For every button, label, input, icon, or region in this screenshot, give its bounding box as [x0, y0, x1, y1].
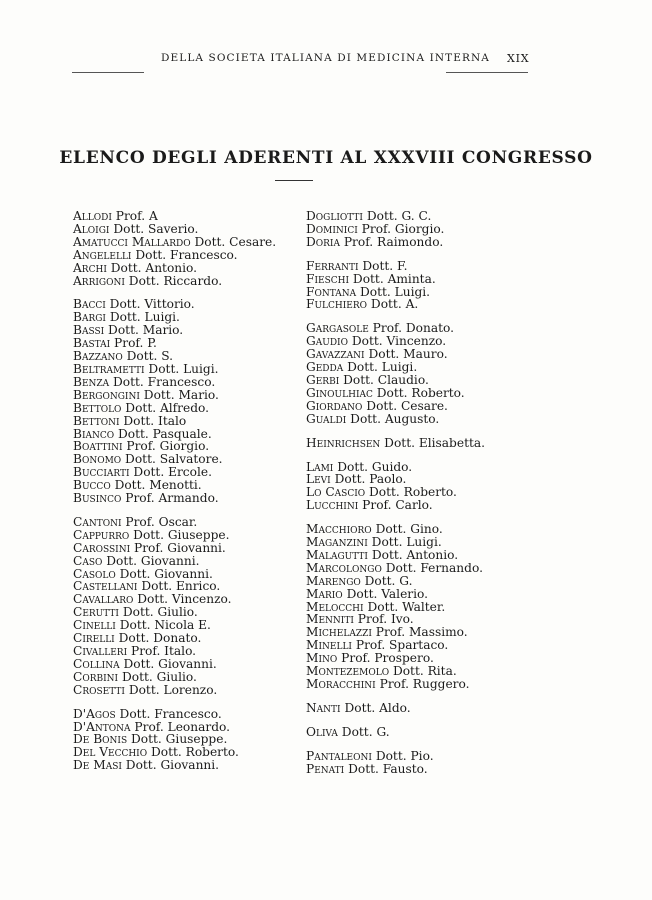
member-title-and-name: Dott. Guido.: [333, 459, 413, 474]
header-rule-right: [446, 72, 528, 73]
member-surname: Malagutti: [306, 547, 368, 562]
member-title-and-name: Dott. Valerio.: [342, 586, 429, 601]
member-title-and-name: Prof. Donato.: [368, 321, 454, 336]
member-surname: Marengo: [306, 573, 361, 588]
member-title-and-name: Dott. Francesco.: [109, 374, 216, 389]
member-title-and-name: Dott. Fausto.: [344, 761, 428, 776]
name-group: [306, 260, 485, 312]
member-title-and-name: Dott. Elisabetta.: [380, 435, 486, 450]
member-title-and-name: Dott. Aldo.: [340, 700, 411, 715]
member-surname: Levi: [306, 472, 331, 487]
member-title-and-name: Dott. Vincenzo.: [347, 334, 447, 349]
name-group: [306, 461, 485, 513]
member-surname: Gavazzani: [306, 347, 365, 362]
member-title-and-name: Prof. Giorgio.: [357, 221, 445, 236]
member-surname: Mino: [306, 651, 338, 666]
member-title-and-name: Dott. Salvatore.: [121, 452, 223, 467]
member-title-and-name: Dott. Augusto.: [346, 411, 440, 426]
member-entry: [73, 275, 276, 288]
member-surname: De Masi: [73, 758, 122, 773]
member-title-and-name: Prof. Armando.: [121, 491, 219, 506]
member-surname: Carossini: [73, 540, 131, 555]
member-title-and-name: Dott. Ercole.: [129, 465, 212, 480]
running-head: [0, 52, 652, 68]
member-entry: [306, 298, 485, 311]
member-surname: Gerbi: [306, 372, 340, 387]
member-entry: [73, 492, 276, 505]
member-entry: [306, 413, 485, 426]
member-surname: Penati: [306, 761, 345, 776]
member-title-and-name: Dott. Enrico.: [137, 579, 221, 594]
member-title-and-name: Dott. Giuseppe.: [129, 527, 230, 542]
member-title-and-name: Dott. A.: [367, 297, 419, 312]
member-surname: Cappurro: [73, 527, 130, 542]
member-title-and-name: Dott. Menotti.: [110, 478, 202, 493]
member-title-and-name: Dott. F.: [358, 258, 408, 273]
member-title-and-name: Prof. Giorgio.: [122, 439, 210, 454]
member-title-and-name: Dott. Francesco.: [131, 247, 238, 262]
member-title-and-name: Dott. Giuseppe.: [127, 732, 228, 747]
member-surname: Moracchini: [306, 677, 376, 691]
member-title-and-name: Dott. Paolo.: [330, 472, 407, 487]
member-surname: Allodi: [73, 209, 112, 223]
name-group: [73, 210, 276, 287]
member-title-and-name: Prof. Ruggero.: [375, 677, 470, 691]
member-title-and-name: Dott. Luigi.: [343, 360, 418, 375]
member-title-and-name: Dott. Giovanni.: [102, 553, 200, 568]
member-surname: D'Agos: [73, 706, 116, 721]
member-title-and-name: Dott. Pio.: [371, 748, 434, 763]
member-surname: Bucciarti: [73, 465, 130, 480]
page-number: XIX: [507, 52, 530, 65]
member-surname: Bacci: [73, 297, 106, 312]
member-entry: [306, 726, 485, 739]
member-surname: Fulchiero: [306, 297, 368, 312]
member-title-and-name: Prof. Prospero.: [337, 651, 434, 666]
member-title-and-name: Prof. Giovanni.: [130, 540, 226, 555]
member-surname: Bassi: [73, 323, 105, 338]
member-title-and-name: Dott. Italo: [119, 413, 187, 428]
member-surname: Dogliotti: [306, 209, 363, 223]
member-surname: Beltrametti: [73, 361, 145, 376]
member-surname: Gedda: [306, 360, 344, 375]
member-surname: Cirelli: [73, 631, 115, 646]
member-surname: Benza: [73, 374, 110, 389]
name-group: [306, 702, 485, 715]
member-surname: Cinelli: [73, 618, 116, 633]
member-title-and-name: Dott. Walter.: [363, 599, 446, 614]
member-title-and-name: Prof. Italo.: [127, 644, 197, 658]
member-title-and-name: Dott. Vincenzo.: [133, 592, 232, 607]
member-surname: Fontana: [306, 284, 357, 299]
member-surname: Bettoni: [73, 413, 120, 428]
member-surname: Maganzini: [306, 535, 368, 550]
member-title-and-name: Dott. Giulio.: [118, 669, 197, 684]
member-surname: Pantaleoni: [306, 748, 372, 763]
member-title-and-name: Dott. Roberto.: [147, 745, 239, 760]
member-surname: Oliva: [306, 724, 338, 739]
member-title-and-name: Dott. Cesare.: [362, 398, 448, 413]
member-surname: Gaudio: [306, 334, 348, 349]
name-group: [306, 322, 485, 425]
member-entry: [73, 684, 276, 697]
member-surname: Bettolo: [73, 400, 122, 415]
member-title-and-name: Dott. Gino.: [371, 522, 443, 537]
member-surname: Aloigi: [73, 221, 110, 236]
member-title-and-name: Dott. Donato.: [114, 631, 202, 646]
member-title-and-name: Dott. Roberto.: [372, 385, 465, 400]
member-surname: De Bonis: [73, 732, 128, 747]
member-surname: Nanti: [306, 700, 341, 715]
page-title: ELENCO DEGLI ADERENTI AL XXXVIII CONGRESSO: [59, 148, 593, 168]
member-entry: [306, 499, 485, 512]
member-title-and-name: Dott. G. C.: [362, 209, 432, 223]
name-group: [73, 516, 276, 697]
name-group: [306, 437, 485, 450]
member-title-and-name: Dott. Nicola E.: [115, 618, 211, 633]
member-surname: Macchioro: [306, 522, 372, 537]
member-surname: Casolo: [73, 566, 116, 581]
member-surname: Lucchini: [306, 498, 359, 513]
name-group: [73, 708, 276, 773]
member-title-and-name: Dott. Giovanni.: [119, 656, 217, 671]
member-title-and-name: Dott. Lorenzo.: [124, 682, 218, 697]
member-surname: Gualdi: [306, 411, 347, 426]
member-surname: Bianco: [73, 426, 115, 441]
member-title-and-name: Dott. Riccardo.: [124, 273, 223, 288]
member-title-and-name: Prof. Spartaco.: [352, 638, 449, 653]
member-title-and-name: Dott. Mauro.: [364, 347, 448, 362]
member-surname: Bonomo: [73, 452, 122, 467]
member-surname: Gargasole: [306, 321, 369, 336]
member-surname: Montezemolo: [306, 664, 390, 679]
member-surname: Del Vecchio: [73, 745, 148, 760]
member-surname: Crosetti: [73, 682, 125, 697]
member-title-and-name: Prof. Raimondo.: [339, 234, 444, 249]
member-entry: [306, 763, 485, 776]
name-group: [306, 523, 485, 691]
member-surname: Castellani: [73, 579, 138, 594]
member-surname: Cavallaro: [73, 592, 134, 607]
member-surname: Marcolongo: [306, 560, 382, 575]
member-title-and-name: Dott. S.: [122, 349, 174, 364]
member-title-and-name: Dott. Aminta.: [349, 271, 436, 286]
member-title-and-name: Dott. Mario.: [104, 323, 184, 338]
member-title-and-name: Dott. Rita.: [389, 664, 457, 679]
member-title-and-name: Dott. Francesco.: [115, 706, 222, 721]
title-rule: [275, 180, 313, 181]
member-surname: Giordano: [306, 398, 363, 413]
member-surname: Lo Cascio: [306, 485, 366, 500]
header-rule-left: [72, 72, 144, 73]
member-title-and-name: Dott. Luigi.: [105, 310, 180, 325]
member-title-and-name: Dott. Antonio.: [106, 260, 198, 275]
member-title-and-name: Dott. Cesare.: [190, 234, 277, 249]
member-title-and-name: Dott. Antonio.: [367, 547, 459, 562]
member-surname: Businco: [73, 491, 122, 506]
member-surname: Ferranti: [306, 258, 359, 273]
member-entry: [306, 702, 485, 715]
member-surname: Collina: [73, 656, 120, 671]
member-title-and-name: Dott. Giovanni.: [121, 758, 220, 773]
member-surname: Arrigoni: [73, 273, 125, 288]
member-surname: Boattini: [73, 439, 123, 454]
member-surname: Dominici: [306, 221, 358, 236]
member-surname: Melocchi: [306, 599, 364, 614]
member-surname: Lami: [306, 459, 334, 474]
member-surname: Bucco: [73, 478, 111, 493]
member-surname: Bargi: [73, 310, 106, 325]
member-surname: Bastai: [73, 336, 111, 351]
member-title-and-name: Dott. Saverio.: [109, 221, 199, 236]
member-surname: Cerutti: [73, 605, 119, 620]
name-group: [306, 210, 485, 249]
member-title-and-name: Dott. Alfredo.: [121, 400, 210, 415]
member-entry: [306, 236, 485, 249]
member-title-and-name: Prof. Leonardo.: [130, 719, 231, 734]
member-title-and-name: Dott. Giovanni.: [115, 566, 213, 581]
member-title-and-name: Dott. Mario.: [139, 387, 219, 402]
member-title-and-name: Prof. Ivo.: [353, 612, 414, 627]
member-title-and-name: Dott. Vittorio.: [105, 297, 195, 312]
member-title-and-name: Prof. Carlo.: [358, 498, 433, 513]
member-surname: Minelli: [306, 638, 352, 653]
member-surname: Bazzano: [73, 349, 123, 364]
member-title-and-name: Dott. G.: [337, 724, 390, 739]
member-surname: Bergongini: [73, 387, 140, 402]
name-group: [306, 750, 485, 776]
member-surname: Angelelli: [73, 247, 132, 262]
member-surname: Archi: [73, 260, 107, 275]
member-title-and-name: Dott. Giulio.: [118, 605, 198, 620]
member-entry: [73, 759, 276, 772]
member-title-and-name: Dott. Luigi.: [356, 284, 431, 299]
member-title-and-name: Dott. Luigi.: [367, 535, 442, 550]
member-title-and-name: Dott. Roberto.: [365, 485, 457, 500]
left-column: [73, 210, 276, 783]
member-surname: Fieschi: [306, 271, 350, 286]
member-surname: Corbini: [73, 669, 119, 684]
member-title-and-name: Dott. Fernando.: [381, 560, 483, 575]
member-entry: [306, 437, 485, 450]
member-title-and-name: Dott. Luigi.: [144, 361, 219, 376]
member-entry: [306, 678, 485, 691]
member-surname: Amatucci Mallardo: [73, 234, 191, 249]
running-title: DELLA SOCIETA ITALIANA DI MEDICINA INTERNA: [161, 52, 490, 64]
member-surname: Michelazzi: [306, 625, 372, 640]
member-surname: Ginoulhiac: [306, 385, 373, 400]
member-title-and-name: Dott. G.: [360, 573, 413, 588]
member-title-and-name: Dott. Pasquale.: [114, 426, 212, 441]
member-surname: Menniti: [306, 612, 354, 627]
member-surname: Civalleri: [73, 644, 128, 658]
member-title-and-name: Prof. A: [111, 209, 158, 223]
right-column: [306, 210, 485, 787]
member-title-and-name: Prof. P.: [110, 336, 157, 351]
member-title-and-name: Prof. Massimo.: [371, 625, 468, 640]
member-surname: Cantoni: [73, 514, 122, 529]
member-title-and-name: Dott. Claudio.: [339, 372, 429, 387]
member-surname: Mario: [306, 586, 343, 601]
member-title-and-name: Prof. Oscar.: [121, 514, 198, 529]
name-group: [73, 298, 276, 505]
member-surname: D'Antona: [73, 719, 131, 734]
member-surname: Heinrichsen: [306, 435, 381, 450]
member-surname: Caso: [73, 553, 103, 568]
member-surname: Doria: [306, 234, 340, 249]
name-group: [306, 726, 485, 739]
